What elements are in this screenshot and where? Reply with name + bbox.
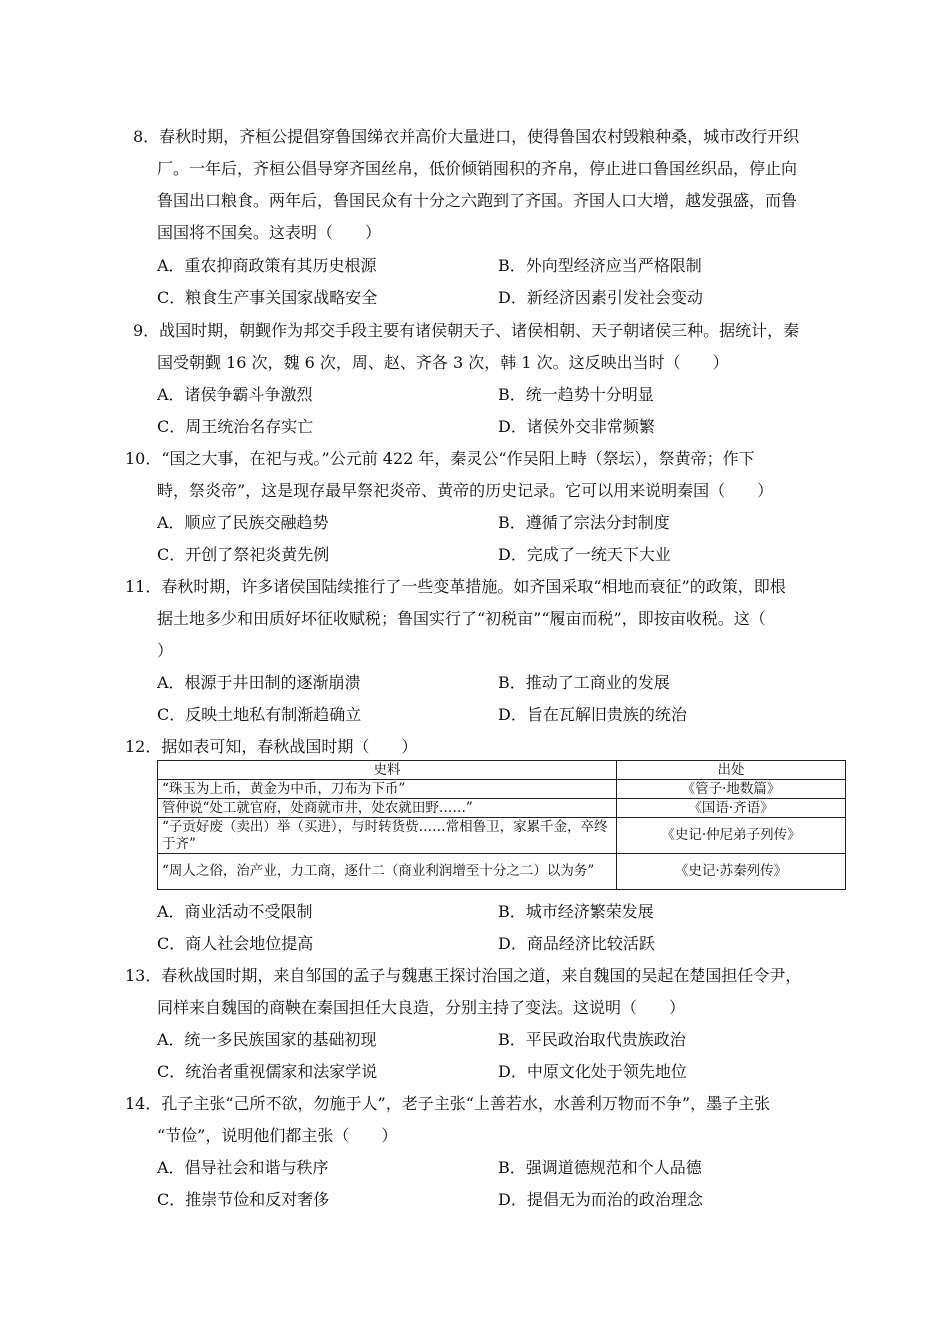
- table-header-origin: 出处: [617, 761, 846, 780]
- table-cell-origin: 《国语·齐语》: [617, 799, 846, 818]
- question-text-line: 14．孔子主张“己所不欲，勿施于人”，老子主张“上善若水，水善利万物而不争”，墨子主张: [125, 1094, 771, 1113]
- question-text-line: 8．春秋时期，齐桓公提倡穿鲁国绨衣并高价大量进口，使得鲁国农村毁粮种桑，城市改行开织: [133, 127, 800, 146]
- option-c: C．周王统治名存实亡: [157, 417, 314, 436]
- source-table: [157, 760, 846, 890]
- option-b: B．城市经济繁荣发展: [498, 902, 654, 921]
- question-text-line: 国国将不国矣。这表明（ ）: [157, 223, 382, 242]
- question-text-line: 畤，祭炎帝”，这是现存最早祭祀炎帝、黄帝的历史记录。它可以用来说明秦国（ ）: [157, 481, 774, 500]
- question-text-line: 鲁国出口粮食。两年后，鲁国民众有十分之六跑到了齐国。齐国人口大增，越发强盛，而鲁: [157, 191, 798, 210]
- table-row: [158, 780, 846, 799]
- table-cell-source: “周人之俗，治产业，力工商，逐什二（商业利润增至十分之二）以为务”: [158, 854, 617, 890]
- option-d: D．提倡无为而治的政治理念: [498, 1190, 703, 1209]
- question-text-line: 10．“国之大事，在祀与戎。”公元前 422 年，秦灵公“作吴阳上畤（祭坛），祭黄帝；作下: [125, 449, 755, 468]
- option-c: C．开创了祭祀炎黄先例: [157, 545, 330, 564]
- question-text-line: 据土地多少和田质好坏征收赋税；鲁国实行了“初税亩”“履亩而税”，即按亩收税。这（: [157, 609, 766, 628]
- question-text-line: 9．战国时期，朝觐作为邦交手段主要有诸侯朝天子、诸侯相朝、天子朝诸侯三种。据统计，秦: [133, 321, 800, 340]
- option-a: A．根源于井田制的逐渐崩溃: [157, 673, 361, 692]
- option-a: A．商业活动不受限制: [157, 902, 313, 921]
- option-c: C．粮食生产事关国家战略安全: [157, 288, 378, 307]
- question-text-line: 同样来自魏国的商鞅在秦国担任大良造，分别主持了变法。这说明（ ）: [157, 998, 686, 1017]
- option-d: D．完成了一统天下大业: [498, 545, 671, 564]
- question-text-line: ）: [157, 641, 174, 660]
- table-cell-origin: 《史记·苏秦列传》: [617, 854, 846, 890]
- option-d: D．新经济因素引发社会变动: [498, 288, 703, 307]
- table-row: [158, 854, 846, 890]
- option-a: A．倡导社会和谐与秩序: [157, 1158, 329, 1177]
- table-cell-source: 管仲说“处工就官府，处商就市井，处农就田野……”: [158, 799, 617, 818]
- option-b: B．推动了工商业的发展: [498, 673, 670, 692]
- question-text-line: 11．春秋时期，许多诸侯国陆续推行了一些变革措施。如齐国采取“相地而衰征”的政策，即根: [125, 577, 786, 596]
- question-text-line: “节俭”，说明他们都主张（ ）: [157, 1126, 398, 1145]
- table-row: [158, 818, 846, 854]
- option-d: D．旨在瓦解旧贵族的统治: [498, 705, 687, 724]
- option-b: B．强调道德规范和个人品德: [498, 1158, 702, 1177]
- option-b: B．遵循了宗法分封制度: [498, 513, 670, 532]
- option-c: C．推崇节俭和反对奢侈: [157, 1190, 330, 1209]
- table-cell-source: “子贡好废（卖出）举（买进），与时转货赀……常相鲁卫，家累千金，卒终于齐”: [158, 818, 617, 854]
- option-b: B．平民政治取代贵族政治: [498, 1030, 686, 1049]
- option-b: B．外向型经济应当严格限制: [498, 256, 702, 275]
- table-header-source: 史料: [158, 761, 617, 780]
- question-text-line: 12．据如表可知，春秋战国时期（ ）: [125, 737, 418, 756]
- option-c: C．商人社会地位提高: [157, 934, 314, 953]
- option-d: D．中原文化处于领先地位: [498, 1062, 687, 1081]
- question-text-line: 国受朝觐 16 次，魏 6 次，周、赵、齐各 3 次，韩 1 次。这反映出当时（ ）: [157, 353, 729, 372]
- option-b: B．统一趋势十分明显: [498, 385, 654, 404]
- option-a: A．重农抑商政策有其历史根源: [157, 256, 377, 275]
- table-row: [158, 799, 846, 818]
- table-cell-origin: 《管子·地数篇》: [617, 780, 846, 799]
- table-header-row: [158, 761, 846, 780]
- option-a: A．顺应了民族交融趋势: [157, 513, 329, 532]
- option-c: C．统治者重视儒家和法家学说: [157, 1062, 378, 1081]
- question-text-line: 厂。一年后，齐桓公倡导穿齐国丝帛，低价倾销囤积的齐帛，停止进口鲁国丝织品，停止向: [157, 159, 798, 178]
- question-text-line: 13．春秋战国时期，来自邹国的孟子与魏惠王探讨治国之道，来自魏国的吴起在楚国担任令尹，: [125, 966, 802, 985]
- option-a: A．诸侯争霸斗争激烈: [157, 385, 313, 404]
- option-d: D．商品经济比较活跃: [498, 934, 655, 953]
- table-cell-origin: 《史记·仲尼弟子列传》: [617, 818, 846, 854]
- option-d: D．诸侯外交非常频繁: [498, 417, 655, 436]
- table-cell-source: “珠玉为上币，黄金为中币，刀布为下币”: [158, 780, 617, 799]
- option-c: C．反映土地私有制渐趋确立: [157, 705, 362, 724]
- option-a: A．统一多民族国家的基础初现: [157, 1030, 377, 1049]
